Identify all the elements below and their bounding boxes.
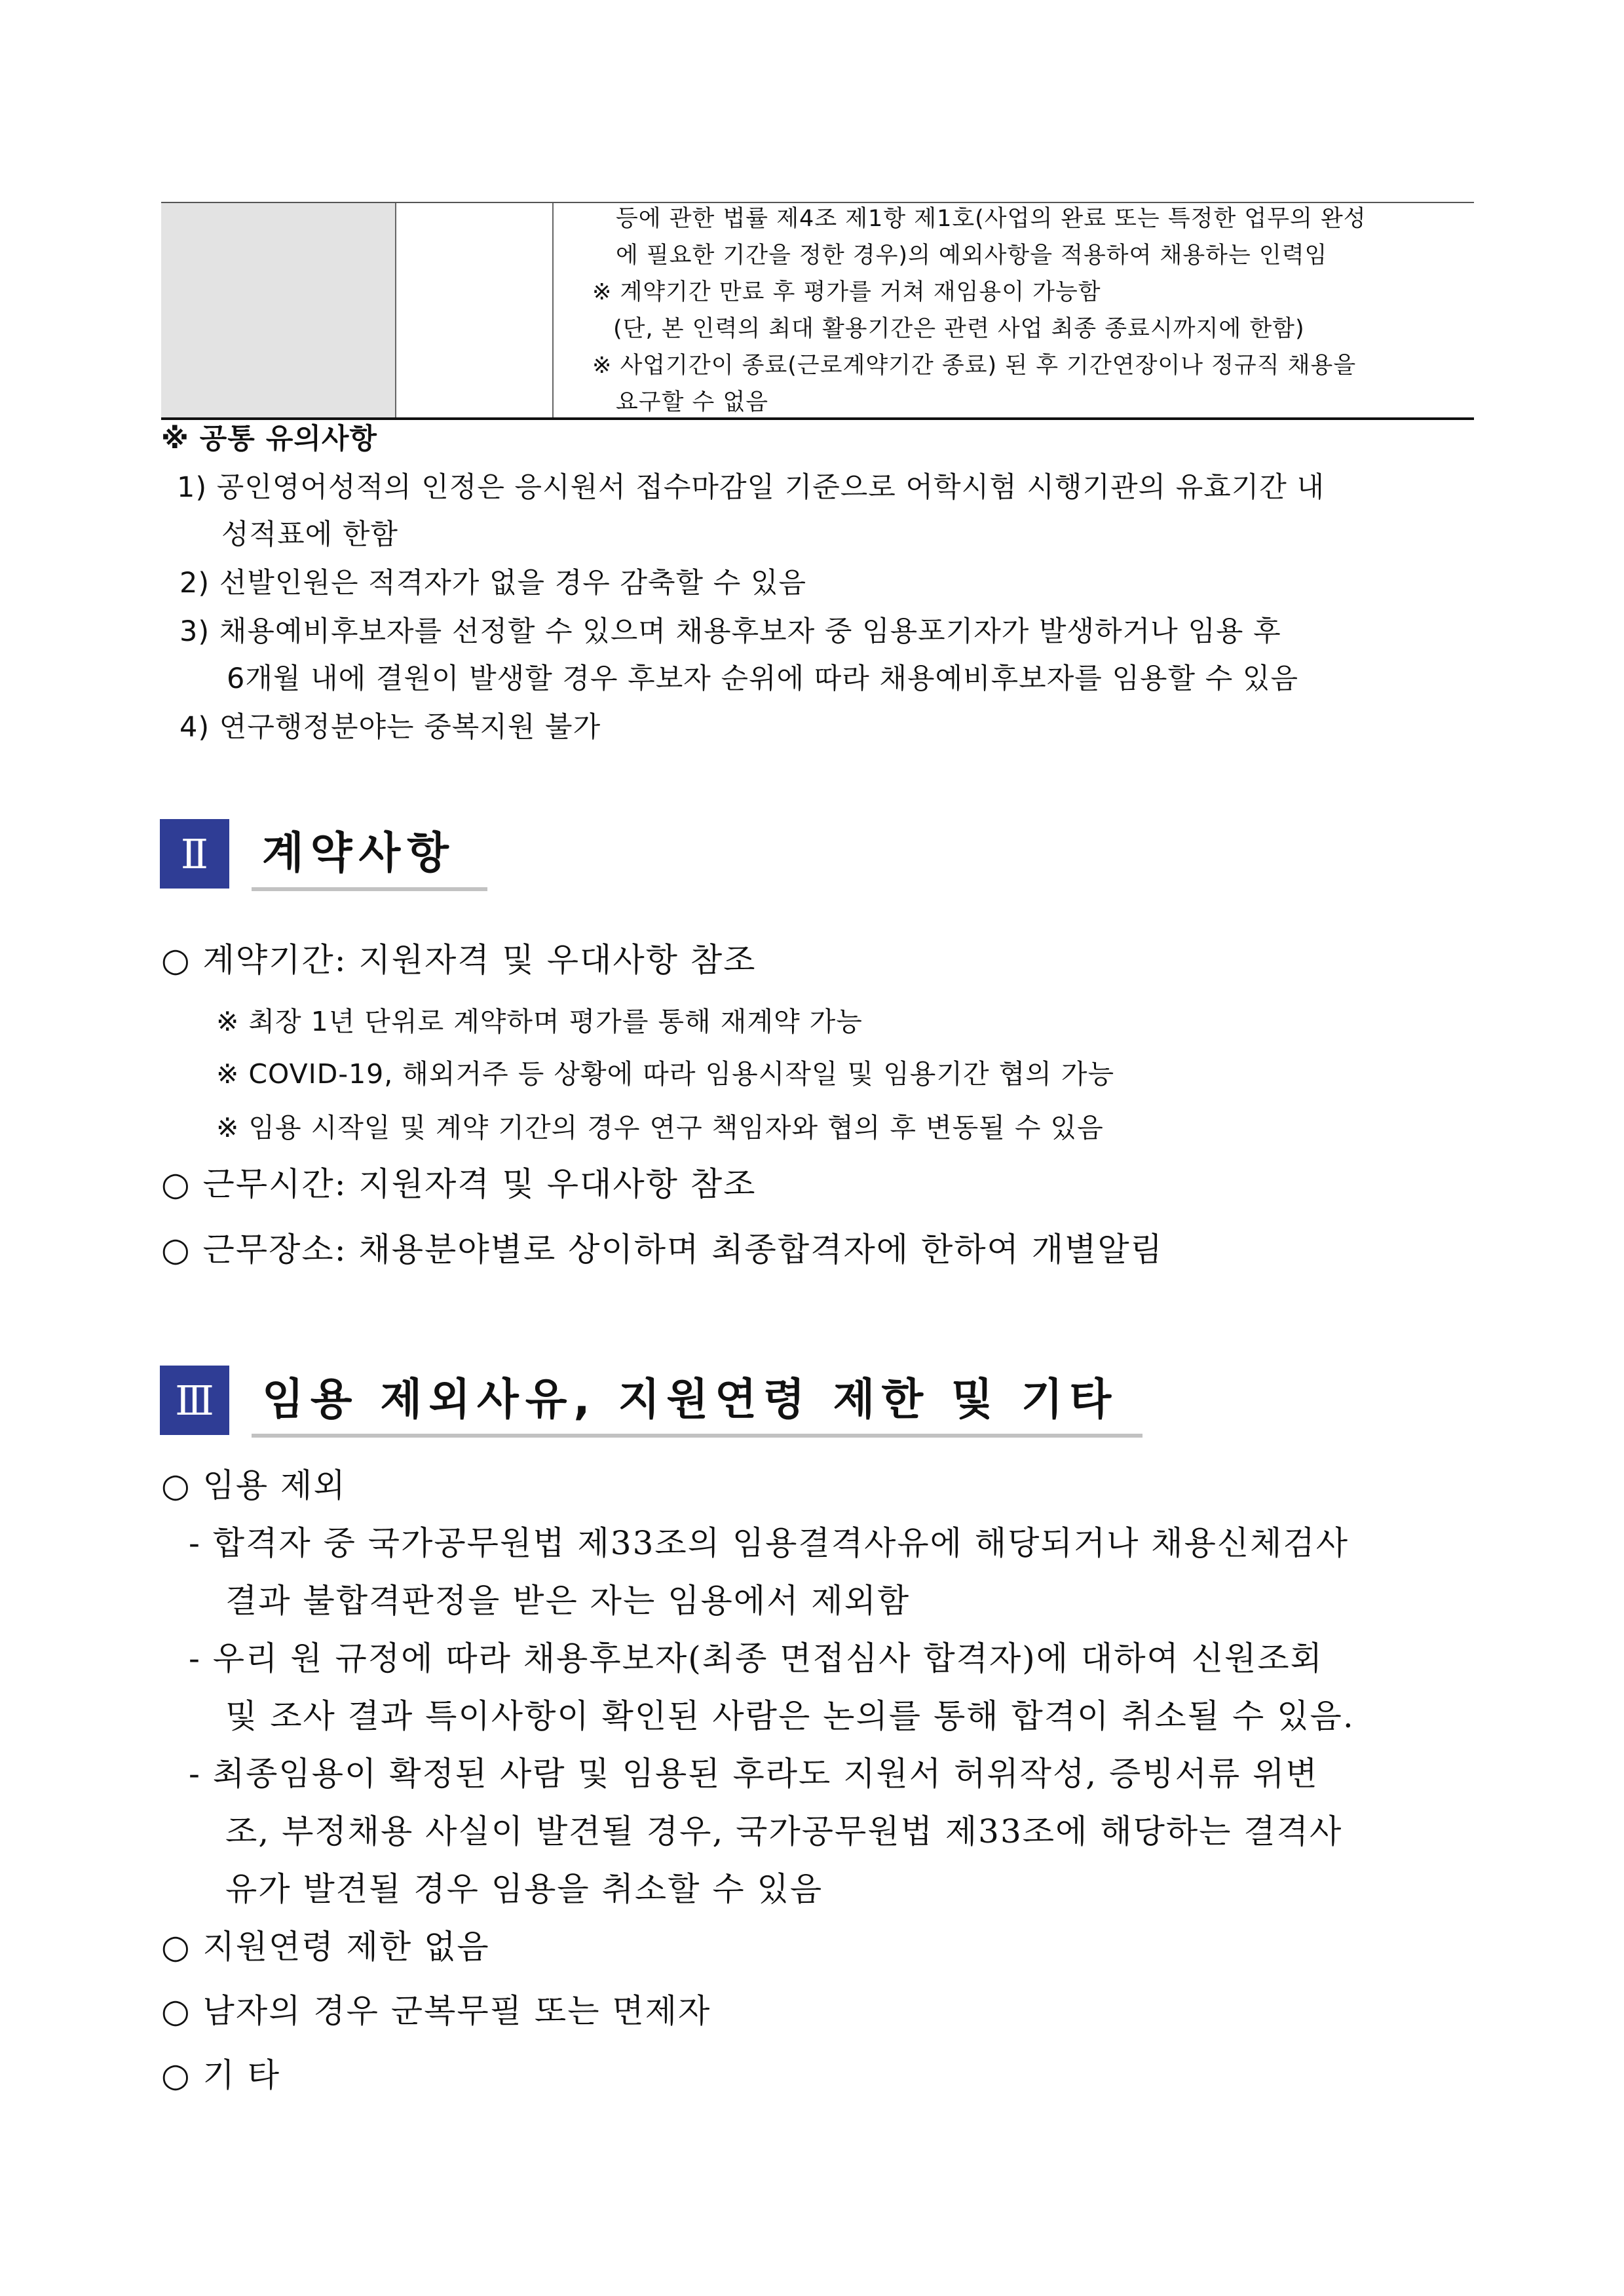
- exclusion-detail: - 우리 원 규정에 따라 채용후보자(최종 면접심사 합격자)에 대하여 신원조회: [189, 1639, 1323, 1677]
- note-item: 3) 채용예비후보자를 선정할 수 있으며 채용후보자 중 임용포기자가 발생하거나 임용 후: [179, 615, 1281, 648]
- contract-note: ※ 임용 시작일 및 계약 기간의 경우 연구 책임자와 협의 후 변동될 수 있음: [216, 1112, 1104, 1143]
- contract-period-item: ○ 계약기간: 지원자격 및 우대사항 참조: [161, 941, 757, 979]
- section-title: 임용 제외사유, 지원연령 제한 및 기타: [262, 1374, 1118, 1425]
- exclusion-detail: - 최종임용이 확정된 사람 및 임용된 후라도 지원서 허위작성, 증빙서류 위변: [189, 1755, 1319, 1793]
- note-item: 2) 선발인원은 적격자가 없을 경우 감축할 수 있음: [179, 567, 807, 600]
- table-bottom-rule: [161, 417, 1474, 420]
- table-column-divider: [395, 203, 396, 417]
- requirements-table-fragment: [161, 202, 1474, 419]
- section-number-badge: Ⅱ: [160, 819, 229, 889]
- other-item: ○ 기 타: [161, 2056, 281, 2094]
- work-hours-item: ○ 근무시간: 지원자격 및 우대사항 참조: [161, 1165, 757, 1203]
- section-title-underline: [252, 1434, 1142, 1438]
- table-cell-line: 요구할 수 없음: [616, 389, 769, 415]
- table-column-divider: [552, 203, 554, 417]
- common-notes-title: ※ 공통 유의사항: [161, 423, 377, 455]
- exclusion-detail: - 합격자 중 국가공무원법 제33조의 임용결격사유에 해당되거나 채용신체검사: [189, 1524, 1350, 1562]
- note-item-continued: 6개월 내에 결원이 발생할 경우 후보자 순위에 따라 채용예비후보자를 임용할 수 있음: [227, 662, 1299, 695]
- note-item: 4) 연구행정분야는 중복지원 불가: [179, 711, 601, 744]
- note-item-continued: 성적표에 한함: [221, 518, 398, 551]
- table-cell-line: (단, 본 인력의 최대 활용기간은 관련 사업 최종 종료시까지에 한함): [613, 316, 1305, 342]
- section-title: 계약사항: [262, 828, 456, 878]
- exclusion-detail-continued: 조, 부정채용 사실이 발견될 경우, 국가공무원법 제33조에 해당하는 결격사: [225, 1812, 1343, 1850]
- age-limit-item: ○ 지원연령 제한 없음: [161, 1928, 490, 1966]
- table-cell-line: ※ 사업기간이 종료(근로계약기간 종료) 된 후 기간연장이나 정규직 채용을: [592, 353, 1357, 379]
- section-number-badge: Ⅲ: [160, 1366, 229, 1435]
- table-cell-line: 등에 관한 법률 제4조 제1항 제1호(사업의 완료 또는 특정한 업무의 완성: [616, 206, 1367, 232]
- table-label-cell: [161, 203, 395, 417]
- military-service-item: ○ 남자의 경우 군복무필 또는 면제자: [161, 1992, 711, 2030]
- exclusion-detail-continued: 및 조사 결과 특이사항이 확인된 사람은 논의를 통해 합격이 취소될 수 있음.: [225, 1697, 1355, 1735]
- table-cell-line: ※ 계약기간 만료 후 평가를 거쳐 재임용이 가능함: [592, 279, 1101, 305]
- work-location-item: ○ 근무장소: 채용분야별로 상이하며 최종합격자에 한하여 개별알림: [161, 1231, 1163, 1269]
- contract-note: ※ COVID-19, 해외거주 등 상황에 따라 임용시작일 및 임용기간 협의 가능: [216, 1058, 1115, 1090]
- exclusion-detail-continued: 결과 불합격판정을 받은 자는 임용에서 제외함: [225, 1582, 911, 1620]
- exclusion-detail-continued: 유가 발견될 경우 임용을 취소할 수 있음: [225, 1870, 823, 1908]
- exclusion-item: ○ 임용 제외: [161, 1466, 347, 1504]
- section-title-underline: [252, 887, 487, 891]
- contract-note: ※ 최장 1년 단위로 계약하며 평가를 통해 재계약 가능: [216, 1006, 863, 1037]
- table-cell-line: 에 필요한 기간을 정한 경우)의 예외사항을 적용하여 채용하는 인력임: [616, 242, 1328, 269]
- note-item: 1) 공인영어성적의 인정은 응시원서 접수마감일 기준으로 어학시험 시행기관의 유효기간 내: [177, 471, 1325, 504]
